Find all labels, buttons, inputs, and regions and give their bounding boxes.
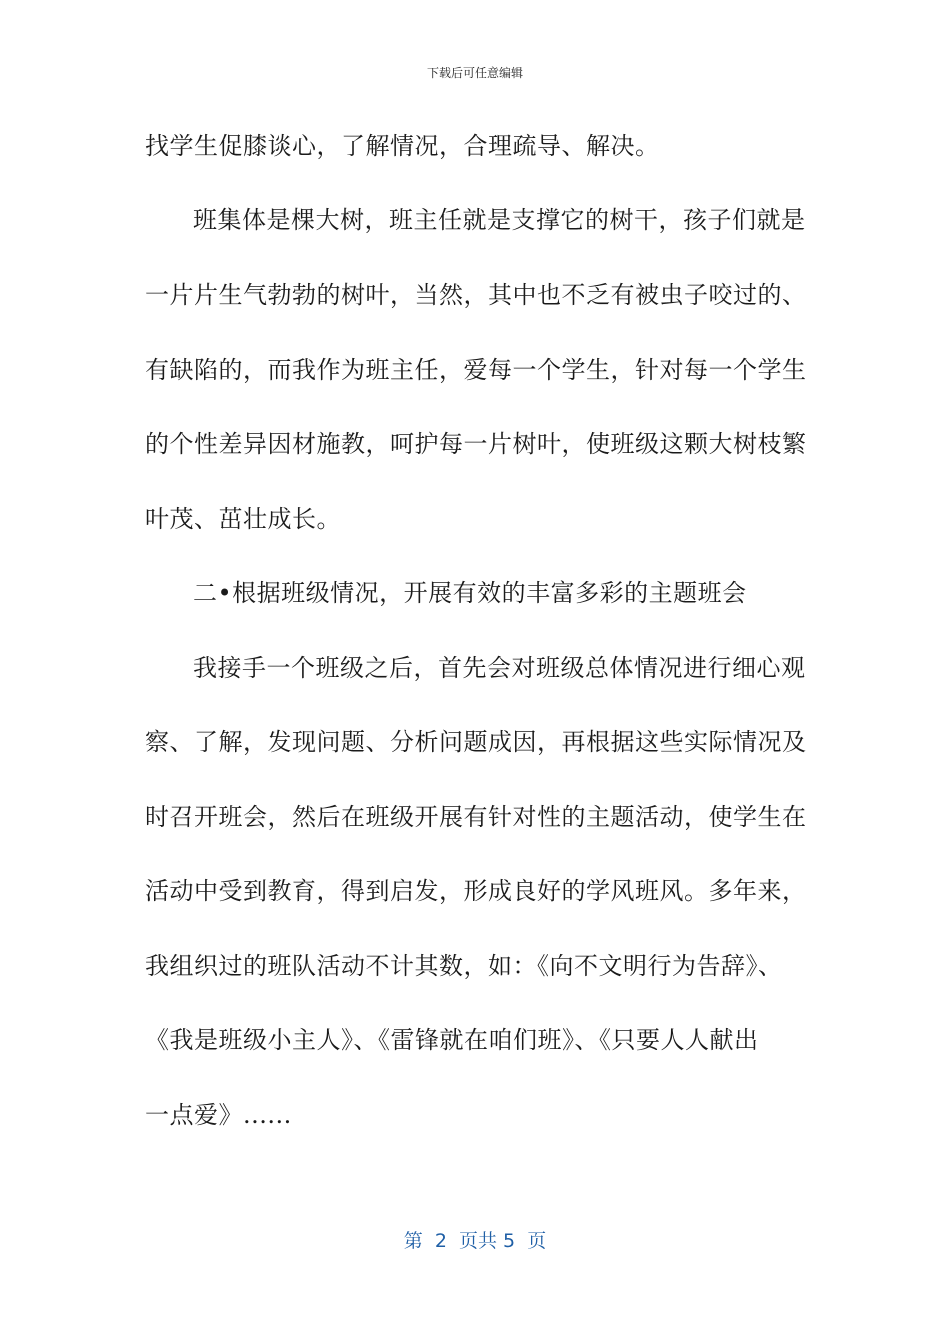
text-line: 一片片生气勃勃的树叶，当然，其中也不乏有被虫子咬过的、 [145, 281, 807, 309]
paragraph-first-line: 我接手一个班级之后，首先会对班级总体情况进行细心观 [193, 654, 806, 682]
text-line: 叶茂、茁壮成长。 [145, 505, 341, 533]
paragraph-first-line: 班集体是棵大树，班主任就是支撑它的树干，孩子们就是 [193, 206, 806, 234]
page-number-footer: 第 2 页共 5 页 [403, 1230, 547, 1252]
text-line: 一点爱》...... [145, 1101, 292, 1129]
text-line: 《我是班级小主人》、《雷锋就在咱们班》、《只要人人献出 [145, 1026, 759, 1054]
text-line: 找学生促膝谈心，了解情况，合理疏导、解决。 [145, 132, 660, 160]
page-header-note: 下载后可任意编辑 [426, 66, 523, 80]
section-heading: 二•根据班级情况，开展有效的丰富多彩的主题班会 [193, 579, 747, 607]
text-line: 察、了解，发现问题、分析问题成因，再根据这些实际情况及 [145, 728, 807, 756]
text-line: 有缺陷的，而我作为班主任，爱每一个学生，针对每一个学生 [145, 356, 807, 384]
text-line: 时召开班会，然后在班级开展有针对性的主题活动，使学生在 [145, 803, 807, 831]
text-line: 活动中受到教育，得到启发，形成良好的学风班风。多年来， [145, 877, 807, 905]
text-line: 我组织过的班队活动不计其数，如：《向不文明行为告辞》、 [145, 952, 783, 980]
text-line: 的个性差异因材施教，呵护每一片树叶，使班级这颗大树枝繁 [145, 430, 807, 458]
